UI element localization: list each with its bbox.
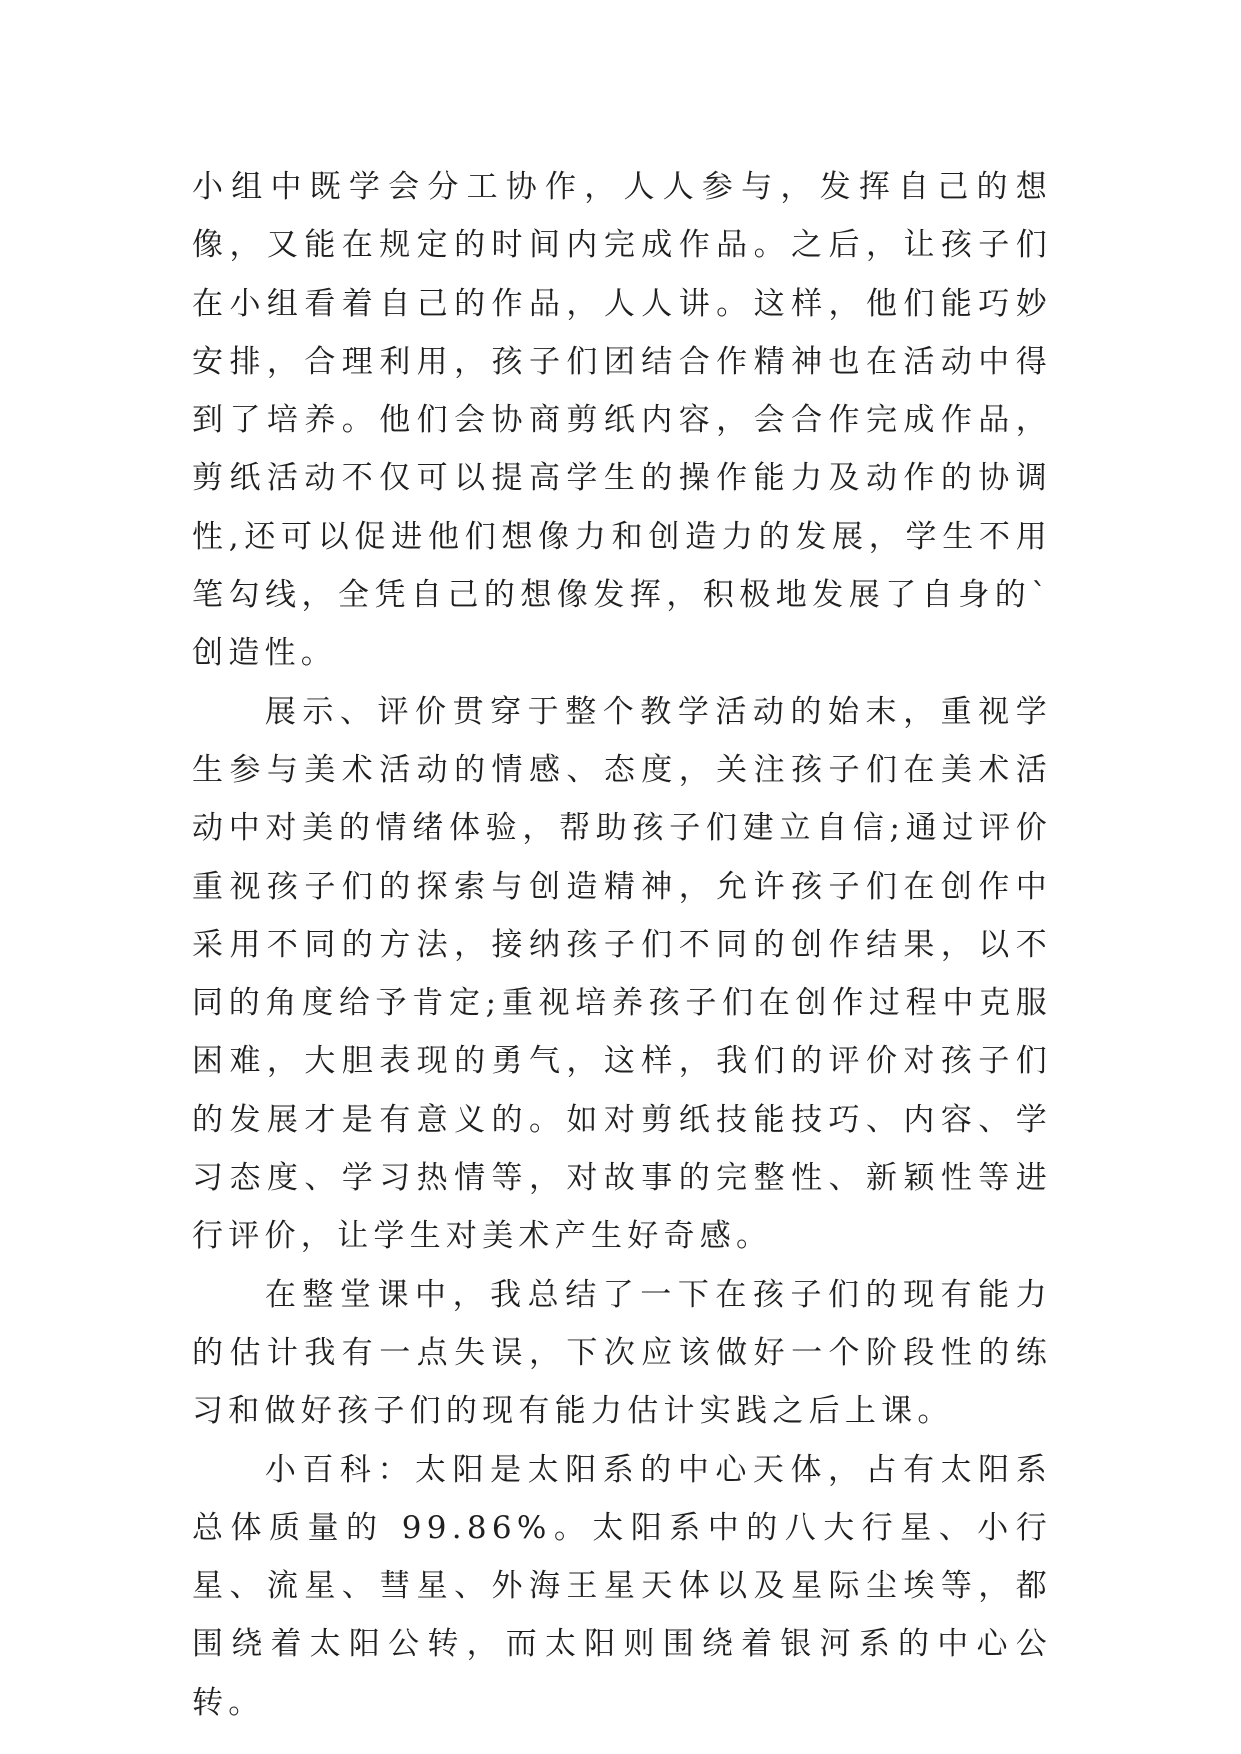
paragraph-collaboration: 小组中既学会分工协作，人人参与，发挥自己的想像，又能在规定的时间内完成作品。之后，让孩子们在小组看着自己的作品，人人讲。这样，他们能巧妙安排，合理利用，孩子们团结合作精神也在活动中得到了培养。他们会协商剪纸内容，会合作完成作品，剪纸活动不仅可以提高学生的操作能力及动作的协调性,还可以促进他们想像力和创造力的发展，学生不用笔勾线，全凭自己的想像发挥，积极地发展了自身的`创造性。 bbox=[192, 169, 1052, 672]
document-body bbox=[192, 158, 1052, 1732]
paragraph-evaluation: 展示、评价贯穿于整个教学活动的始末，重视学生参与美术活动的情感、态度，关注孩子们在美术活动中对美的情绪体验，帮助孩子们建立自信;通过评价重视孩子们的探索与创造精神，允许孩子们在创作中采用不同的方法，接纳孩子们不同的创作结果，以不同的角度给予肯定;重视培养孩子们在创作过程中克服困难，大胆表现的勇气，这样，我们的评价对孩子们的发展才是有意义的。如对剪纸技能技巧、内容、学习态度、学习热情等，对故事的完整性、新颖性等进行评价，让学生对美术产生好奇感。 bbox=[192, 693, 1052, 1255]
paragraph-encyclopedia: 小百科：太阳是太阳系的中心天体，占有太阳系总体质量的 99.86%。太阳系中的八大行星、小行星、流星、彗星、外海王星天体以及星际尘埃等，都围绕着太阳公转，而太阳则围绕着银河系的中心公转。 bbox=[192, 1451, 1052, 1721]
paragraph-reflection: 在整堂课中，我总结了一下在孩子们的现有能力的估计我有一点失误，下次应该做好一个阶段性的练习和做好孩子们的现有能力估计实践之后上课。 bbox=[192, 1276, 1052, 1430]
